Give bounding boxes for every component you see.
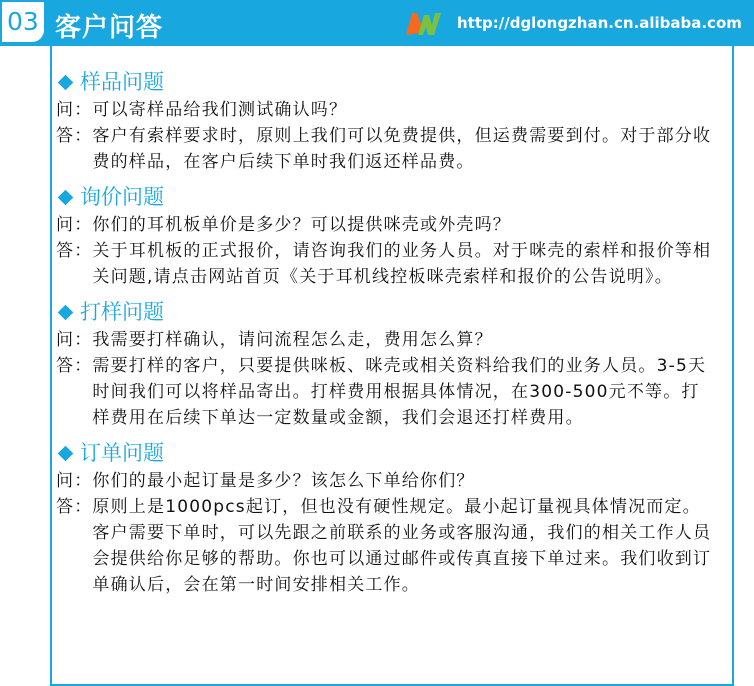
section-number: 03 bbox=[7, 7, 39, 36]
header-bar bbox=[0, 0, 754, 46]
diamond-bullet-icon bbox=[58, 189, 74, 205]
faq-question: 问：你们的最小起订量是多少？该怎么下单给你们？ bbox=[56, 471, 475, 491]
section-number-badge bbox=[0, 0, 46, 44]
faq-question: 问：你们的耳机板单价是多少？可以提供咪壳或外壳吗？ bbox=[56, 215, 512, 235]
site-url[interactable]: http://dglongzhan.cn.alibaba.com bbox=[457, 14, 742, 32]
faq-question: 问：我需要打样确认，请问流程怎么走，费用怎么算？ bbox=[56, 330, 493, 350]
page-title: 客户问答 bbox=[55, 13, 164, 43]
faq-section-title: 订单问题 bbox=[56, 437, 716, 468]
diamond-bullet-icon bbox=[58, 304, 74, 320]
faq-section-title: 打样问题 bbox=[56, 296, 716, 327]
faq-question: 问：可以寄样品给我们测试确认吗？ bbox=[56, 100, 348, 120]
diamond-bullet-icon bbox=[58, 74, 74, 90]
faq-section-title: 询价问题 bbox=[56, 181, 716, 212]
nw-logo-icon bbox=[404, 11, 444, 37]
diamond-bullet-icon bbox=[58, 445, 74, 461]
faq-answer: 答： 客户有索样要求时，原则上我们可以免费提供，但运费需要到付。对于部分收费的样品，在客户后续下单时我们返还样品费。 bbox=[56, 126, 712, 172]
faq-list bbox=[56, 66, 716, 598]
faq-answer: 答： 需要打样的客户，只要提供咪板、咪壳或相关资料给我们的业务人员。3-5天时间我们可以将样品寄出。打样费用根据具体情况，在300-500元不等。打样费用在后续下单达一定数量或金额，我们会退还打样费用。 bbox=[56, 356, 707, 428]
faq-answer: 答： 原则上是1000pcs起订，但也没有硬性规定。最小起订量视具体情况而定。客户需要下单时，可以先跟之前联系的业务或客服沟通，我们的相关工作人员会提供给你足够的帮助。你也可以通过邮件或传真直接下单过来。我们收到订单确认后，会在第一时间安排相关工作。 bbox=[56, 497, 712, 595]
faq-answer: 答： 关于耳机板的正式报价，请咨询我们的业务人员。对于咪壳的索样和报价等相关问题,请点击网站首页《关于耳机线控板咪壳索样和报价的公告说明》。 bbox=[56, 241, 712, 287]
faq-section-title: 样品问题 bbox=[56, 66, 716, 97]
